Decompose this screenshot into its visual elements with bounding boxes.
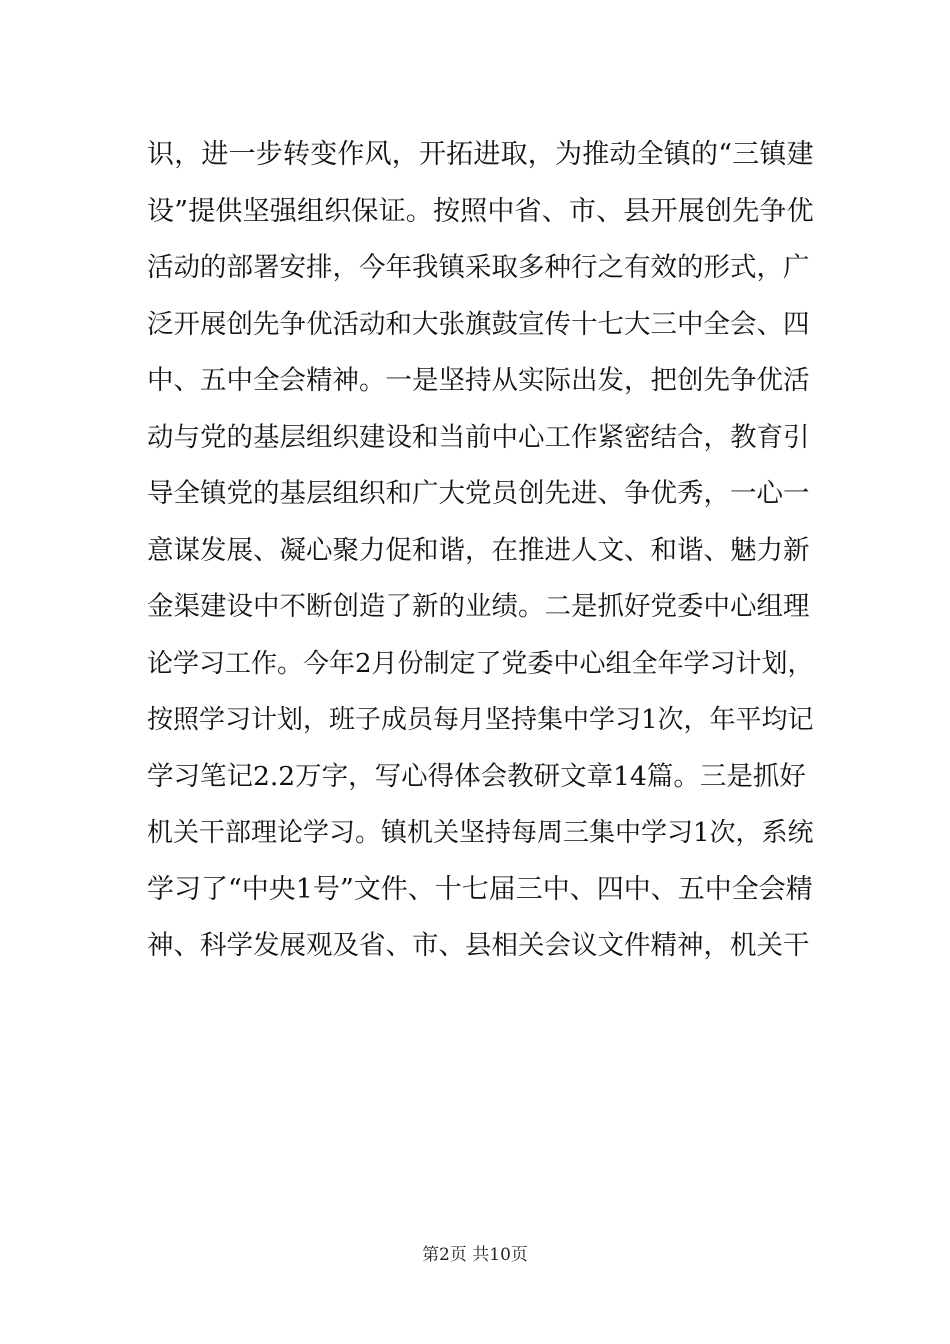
page-footer: 第2页 共10页 <box>422 1245 528 1265</box>
text-line: 学习笔记2.2万字，写心得体会教研文章14篇。三是抓好 <box>147 760 806 792</box>
text-line: 识，进一步转变作风，开拓进取，为推动全镇的“三镇建 <box>147 139 814 170</box>
body-text <box>147 133 817 981</box>
text-line: 动与党的基层组织建设和当前中心工作紧密结合，教育引 <box>147 421 810 453</box>
text-line: 中、五中全会精神。一是坚持从实际出发，把创先争优活 <box>147 365 810 396</box>
text-line: 论学习工作。今年2月份制定了党委中心组全年学习计划， <box>147 648 814 679</box>
text-line: 按照学习计划，班子成员每月坚持集中学习1次，年平均记 <box>147 705 814 735</box>
text-line: 学习了“中央1号”文件、十七届三中、四中、五中全会精 <box>147 873 813 905</box>
text-line: 活动的部署安排，今年我镇采取多种行之有效的形式，广 <box>147 252 810 283</box>
text-line: 导全镇党的基层组织和广大党员创先进、争优秀，一心一 <box>147 478 810 509</box>
text-line: 金渠建设中不断创造了新的业绩。二是抓好党委中心组理 <box>147 591 810 622</box>
text-line: 泛开展创先争优活动和大张旗鼓宣传十七大三中全会、四 <box>147 308 810 340</box>
text-line: 意谋发展、凝心聚力促和谐，在推进人文、和谐、魅力新 <box>147 534 810 566</box>
text-line: 机关干部理论学习。镇机关坚持每周三集中学习1次，系统 <box>147 818 814 848</box>
text-line: 神、科学发展观及省、市、县相关会议文件精神，机关干 <box>147 930 810 961</box>
text-line: 设”提供坚强组织保证。按照中省、市、县开展创先争优 <box>147 195 814 227</box>
